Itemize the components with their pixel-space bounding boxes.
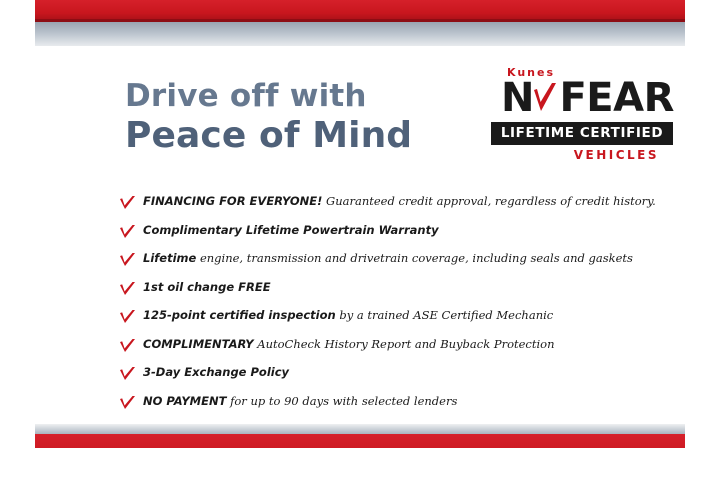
list-item bbox=[119, 394, 659, 411]
red-check-icon bbox=[119, 195, 136, 211]
benefit-rest: AutoCheck History Report and Buyback Protection bbox=[253, 336, 555, 351]
benefit-text bbox=[143, 223, 439, 237]
benefit-bold: Lifetime bbox=[143, 251, 197, 265]
logo-vehicles-text: VEHICLES bbox=[573, 148, 659, 162]
logo-letter-n: N bbox=[501, 75, 535, 121]
content-area bbox=[35, 52, 685, 428]
list-item bbox=[119, 337, 659, 354]
list-item bbox=[119, 365, 659, 382]
list-item bbox=[119, 194, 659, 211]
red-check-icon bbox=[119, 281, 136, 297]
red-check-icon bbox=[532, 81, 558, 115]
benefit-rest: engine, transmission and drivetrain coverage, including seals and gaskets bbox=[196, 251, 633, 265]
list-item bbox=[119, 308, 659, 325]
benefit-text bbox=[143, 365, 289, 379]
logo-wordmark bbox=[491, 76, 673, 120]
list-item bbox=[119, 280, 659, 297]
benefit-bold: FINANCING FOR EVERYONE! bbox=[143, 194, 323, 208]
red-check-icon bbox=[119, 366, 136, 382]
red-check-icon bbox=[119, 338, 136, 354]
benefit-bold: 125-point certified inspection bbox=[143, 308, 336, 322]
red-check-icon bbox=[119, 309, 136, 325]
kunes-no-fear-logo bbox=[491, 66, 673, 162]
red-check-icon bbox=[119, 395, 136, 411]
benefit-rest: Guaranteed credit approval, regardless of credit history. bbox=[322, 194, 656, 208]
benefit-bold: NO PAYMENT bbox=[143, 393, 227, 408]
benefit-bold: 3-Day Exchange Policy bbox=[143, 365, 290, 379]
benefit-text bbox=[143, 394, 457, 408]
benefit-bold: 1st oil change FREE bbox=[143, 279, 271, 294]
logo-brand-text: Kunes bbox=[507, 66, 556, 79]
benefit-text bbox=[143, 194, 656, 208]
list-item bbox=[119, 223, 659, 240]
red-check-icon bbox=[119, 224, 136, 240]
benefit-text bbox=[143, 280, 271, 294]
headline-line-1: Drive off with bbox=[125, 78, 367, 114]
bottom-white-strip bbox=[35, 448, 685, 480]
top-gray-bar bbox=[35, 22, 685, 46]
list-item bbox=[119, 251, 659, 268]
benefit-rest: by a trained ASE Certified Mechanic bbox=[335, 308, 554, 322]
headline bbox=[125, 80, 412, 156]
bottom-gray-bar bbox=[35, 424, 685, 434]
benefit-text bbox=[143, 337, 555, 351]
benefit-bold: Complimentary Lifetime Powertrain Warranty bbox=[143, 222, 439, 237]
top-red-bar bbox=[35, 0, 685, 22]
headline-line-2: Peace of Mind bbox=[125, 114, 413, 156]
logo-lifetime-certified-band: LIFETIME CERTIFIED bbox=[491, 122, 673, 145]
benefit-text bbox=[143, 308, 553, 322]
benefit-text bbox=[143, 251, 633, 265]
red-check-icon bbox=[119, 252, 136, 268]
benefit-bold: COMPLIMENTARY bbox=[143, 336, 254, 351]
logo-word-fear: FEAR bbox=[559, 75, 674, 121]
benefit-rest: for up to 90 days with selected lenders bbox=[226, 393, 458, 408]
